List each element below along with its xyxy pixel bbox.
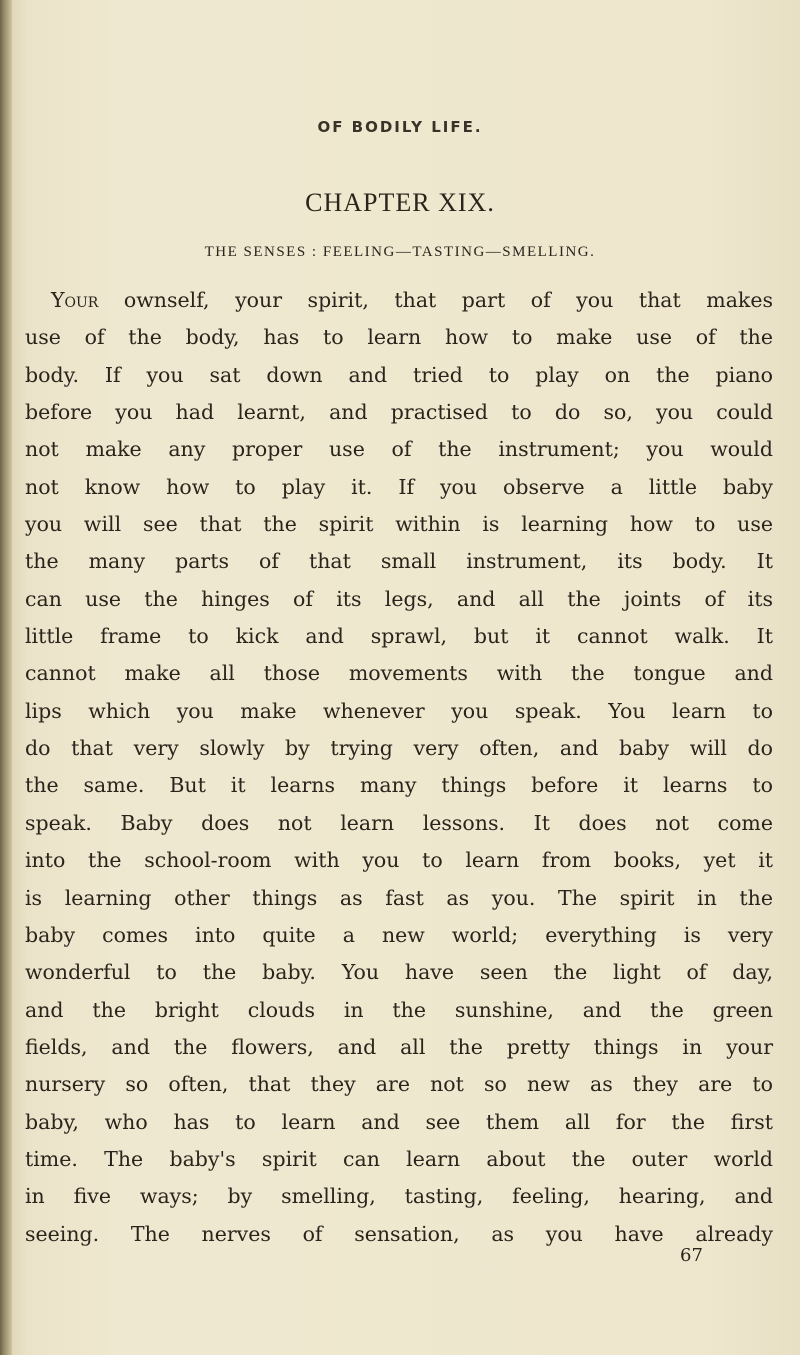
body-line: speak. Baby does not learn lessons. It does not come bbox=[25, 810, 773, 835]
opening-word: Your bbox=[51, 288, 99, 312]
body-line: and the bright clouds in the sunshine, and the green bbox=[25, 997, 773, 1022]
body-text bbox=[25, 282, 773, 1253]
body-line: seeing. The nerves of sensation, as you have already bbox=[25, 1221, 773, 1246]
body-line: can use the hinges of its legs, and all the joints of its bbox=[25, 586, 773, 611]
body-line: lips which you make whenever you speak. You learn to bbox=[25, 698, 773, 723]
body-line: the same. But it learns many things before it learns to bbox=[25, 773, 773, 798]
body-line: little frame to kick and sprawl, but it cannot walk. It bbox=[25, 624, 773, 649]
body-line: fields, and the flowers, and all the pretty things in your bbox=[25, 1034, 773, 1059]
body-line: before you had learnt, and practised to do so, you could bbox=[25, 400, 773, 425]
body-line: baby, who has to learn and see them all for the first bbox=[25, 1109, 773, 1134]
body-line: not make any proper use of the instrument; you would bbox=[25, 437, 773, 462]
body-line: is learning other things as fast as you. The spirit in the bbox=[25, 885, 773, 910]
body-line: nursery so often, that they are not so new as they are to bbox=[25, 1072, 773, 1097]
body-line: in five ways; by smelling, tasting, feeling, hearing, and bbox=[25, 1184, 773, 1209]
body-line: the many parts of that small instrument, its body. It bbox=[25, 549, 773, 574]
body-line: use of the body, has to learn how to make use of the bbox=[25, 325, 773, 350]
chapter-subtitle: THE SENSES : FEELING—TASTING—SMELLING. bbox=[204, 244, 596, 260]
page-number: 67 bbox=[680, 1245, 703, 1266]
body-line: body. If you sat down and tried to play on the piano bbox=[25, 362, 773, 387]
body-line: wonderful to the baby. You have seen the light of day, bbox=[25, 960, 773, 985]
body-line: not know how to play it. If you observe a little baby bbox=[25, 474, 773, 499]
first-line-rest: ownself, your spirit, that part of you that makes bbox=[98, 288, 773, 312]
running-head: OF BODILY LIFE. bbox=[317, 118, 483, 136]
body-line: do that very slowly by trying very often, and baby will do bbox=[25, 736, 773, 761]
body-line: you will see that the spirit within is learning how to use bbox=[25, 512, 773, 537]
chapter-title: CHAPTER XIX. bbox=[305, 188, 495, 217]
body-line: time. The baby's spirit can learn about the outer world bbox=[25, 1146, 773, 1171]
body-line: cannot make all those movements with the tongue and bbox=[25, 661, 773, 686]
body-line: into the school-room with you to learn from books, yet it bbox=[25, 848, 773, 873]
body-line bbox=[25, 282, 773, 319]
body-line: baby comes into quite a new world; everything is very bbox=[25, 922, 773, 947]
